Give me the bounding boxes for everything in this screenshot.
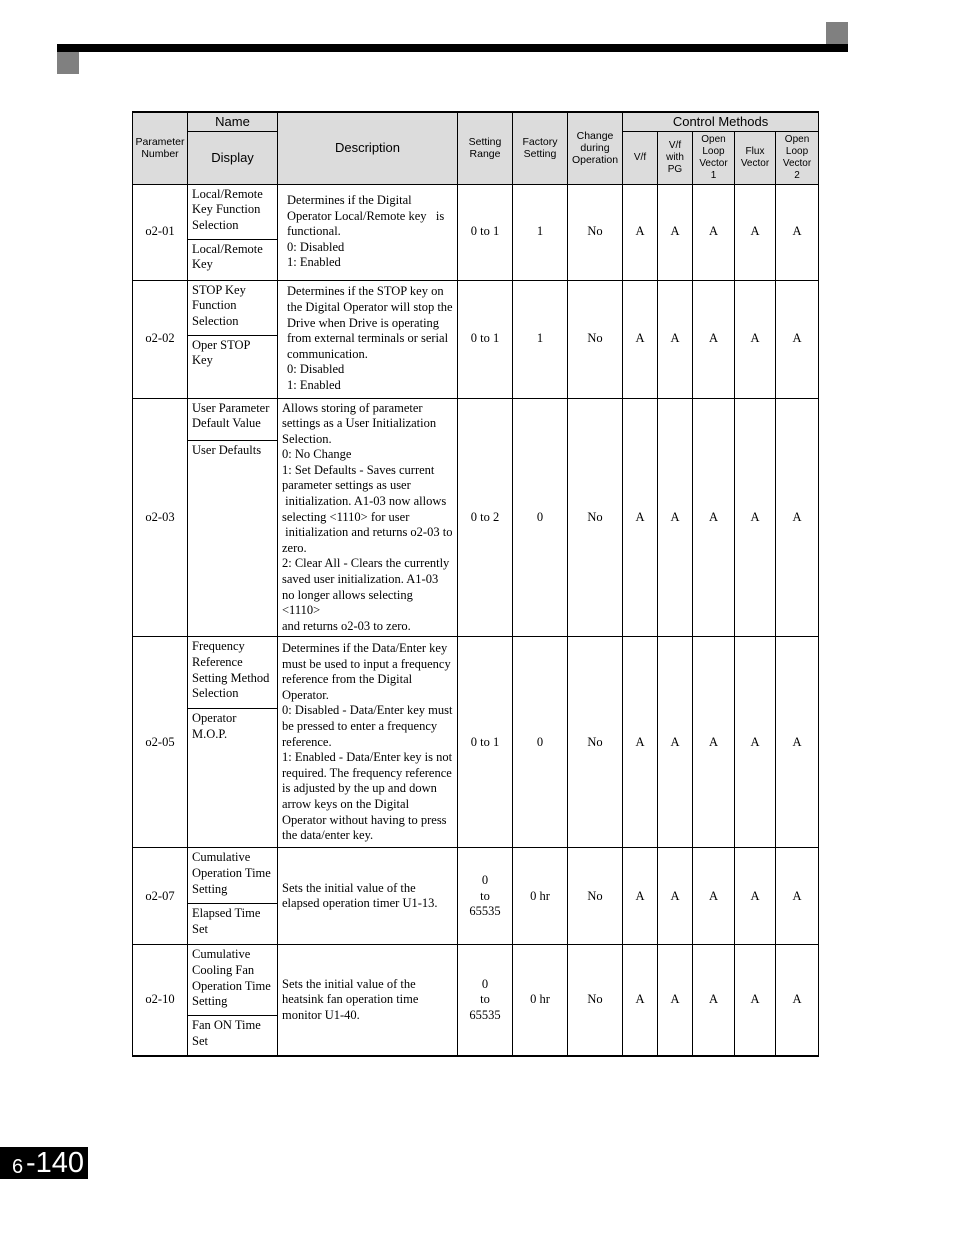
parameter-description: Determines if the Data/Enter key must be used to input a frequency reference from the Digital Operator. 0: Disabled - Data/Enter key must be pressed to enter a frequency reference. 1: Enabled - Data/Enter key is not required. The frequency reference is adjusted by the up and down arrow keys on the Digital Operator without having to press the data/enter key. [278,637,458,848]
parameter-number: o2-05 [133,637,188,848]
control-method-vf: A [623,184,658,280]
parameter-description: Sets the initial value of the heatsink fan operation time monitor U1-40. [278,945,458,1056]
parameter-description: Determines if the Digital Operator Local/Remote key is functional. 0: Disabled 1: Enabled [278,184,458,280]
header-rule [57,44,848,52]
control-method-flux: A [735,848,776,945]
header-marker-square-left [57,52,79,74]
parameter-number: o2-03 [133,398,188,637]
header-change-during-operation: Change during Operation [568,112,623,184]
header-factory-setting: Factory Setting [513,112,568,184]
control-method-olv2: A [776,184,819,280]
header-setting-range: Setting Range [458,112,513,184]
control-method-vf: A [623,848,658,945]
control-method-olv2: A [776,398,819,637]
control-method-olv2: A [776,945,819,1056]
control-method-olv1: A [693,848,735,945]
parameter-name: Cumulative Cooling Fan Operation Time Setting [188,945,278,1016]
control-method-flux: A [735,398,776,637]
control-method-vf: A [623,280,658,398]
parameter-number: o2-02 [133,280,188,398]
factory-setting: 1 [513,184,568,280]
parameter-display: Fan ON Time Set [188,1016,278,1056]
control-method-flux: A [735,184,776,280]
control-method-vf: A [623,398,658,637]
change-during-operation: No [568,637,623,848]
control-method-vf-pg: A [658,398,693,637]
parameter-number: o2-01 [133,184,188,280]
setting-range: 0 to 1 [458,637,513,848]
header-description: Description [278,112,458,184]
header-flux-vector: Flux Vector [735,131,776,184]
header-vf: V/f [623,131,658,184]
control-method-vf-pg: A [658,280,693,398]
control-method-flux: A [735,280,776,398]
parameter-display: User Defaults [188,441,278,637]
setting-range: 0 to 65535 [458,848,513,945]
setting-range: 0 to 2 [458,398,513,637]
header-name: Name [188,112,278,131]
control-method-vf: A [623,945,658,1056]
factory-setting: 0 [513,637,568,848]
control-method-olv2: A [776,280,819,398]
control-method-vf-pg: A [658,184,693,280]
header-display: Display [188,131,278,184]
factory-setting: 0 hr [513,945,568,1056]
parameter-description: Allows storing of parameter settings as a User Initialization Selection. 0: No Change 1: Set Defaults - Saves current parameter settings as user initialization. A1-03 now allows selecting <1110> for user initialization and returns o2-03 to zero. 2: Clear All - Clears the currently saved user initialization. A1-03 no longer allows selecting <1110> and returns o2-03 to zero. [278,398,458,637]
table-row [133,184,819,239]
header-marker-square-right [826,22,848,44]
parameter-description: Sets the initial value of the elapsed operation timer U1-13. [278,848,458,945]
table-row [133,848,819,904]
page-number-tab [0,1147,88,1179]
control-method-olv1: A [693,637,735,848]
parameter-display: Oper STOP Key [188,335,278,398]
parameter-name: Frequency Reference Setting Method Selection [188,637,278,709]
parameter-name: STOP Key Function Selection [188,280,278,335]
table-row [133,280,819,335]
factory-setting: 0 [513,398,568,637]
table-row [133,945,819,1016]
factory-setting: 0 hr [513,848,568,945]
parameter-display: Elapsed Time Set [188,904,278,945]
parameter-number: o2-10 [133,945,188,1056]
table-row [133,398,819,441]
control-method-olv1: A [693,398,735,637]
control-method-flux: A [735,945,776,1056]
parameter-table [132,111,819,1057]
change-during-operation: No [568,280,623,398]
control-method-vf-pg: A [658,637,693,848]
control-method-vf-pg: A [658,945,693,1056]
control-method-olv1: A [693,184,735,280]
parameter-display: Local/Remote Key [188,239,278,280]
parameter-number: o2-07 [133,848,188,945]
factory-setting: 1 [513,280,568,398]
parameter-name: Cumulative Operation Time Setting [188,848,278,904]
parameter-name: User Parameter Default Value [188,398,278,441]
header-vf-with-pg: V/f with PG [658,131,693,184]
control-method-vf-pg: A [658,848,693,945]
parameter-description: Determines if the STOP key on the Digital Operator will stop the Drive when Drive is operating from external terminals or serial communication. 0: Disabled 1: Enabled [278,280,458,398]
change-during-operation: No [568,945,623,1056]
header-control-methods: Control Methods [623,112,819,131]
control-method-olv1: A [693,280,735,398]
parameter-display: Operator M.O.P. [188,709,278,848]
page-number: -140 [26,1147,85,1179]
control-method-olv1: A [693,945,735,1056]
parameter-name: Local/Remote Key Function Selection [188,184,278,239]
change-during-operation: No [568,184,623,280]
setting-range: 0 to 65535 [458,945,513,1056]
control-method-olv2: A [776,637,819,848]
header-parameter-number: Parameter Number [133,112,188,184]
control-method-olv2: A [776,848,819,945]
change-during-operation: No [568,848,623,945]
table-row [133,637,819,709]
header-open-loop-vector-2: Open Loop Vector 2 [776,131,819,184]
chapter-number: 6 [12,1156,24,1178]
setting-range: 0 to 1 [458,184,513,280]
change-during-operation: No [568,398,623,637]
header-open-loop-vector-1: Open Loop Vector 1 [693,131,735,184]
setting-range: 0 to 1 [458,280,513,398]
control-method-flux: A [735,637,776,848]
control-method-vf: A [623,637,658,848]
